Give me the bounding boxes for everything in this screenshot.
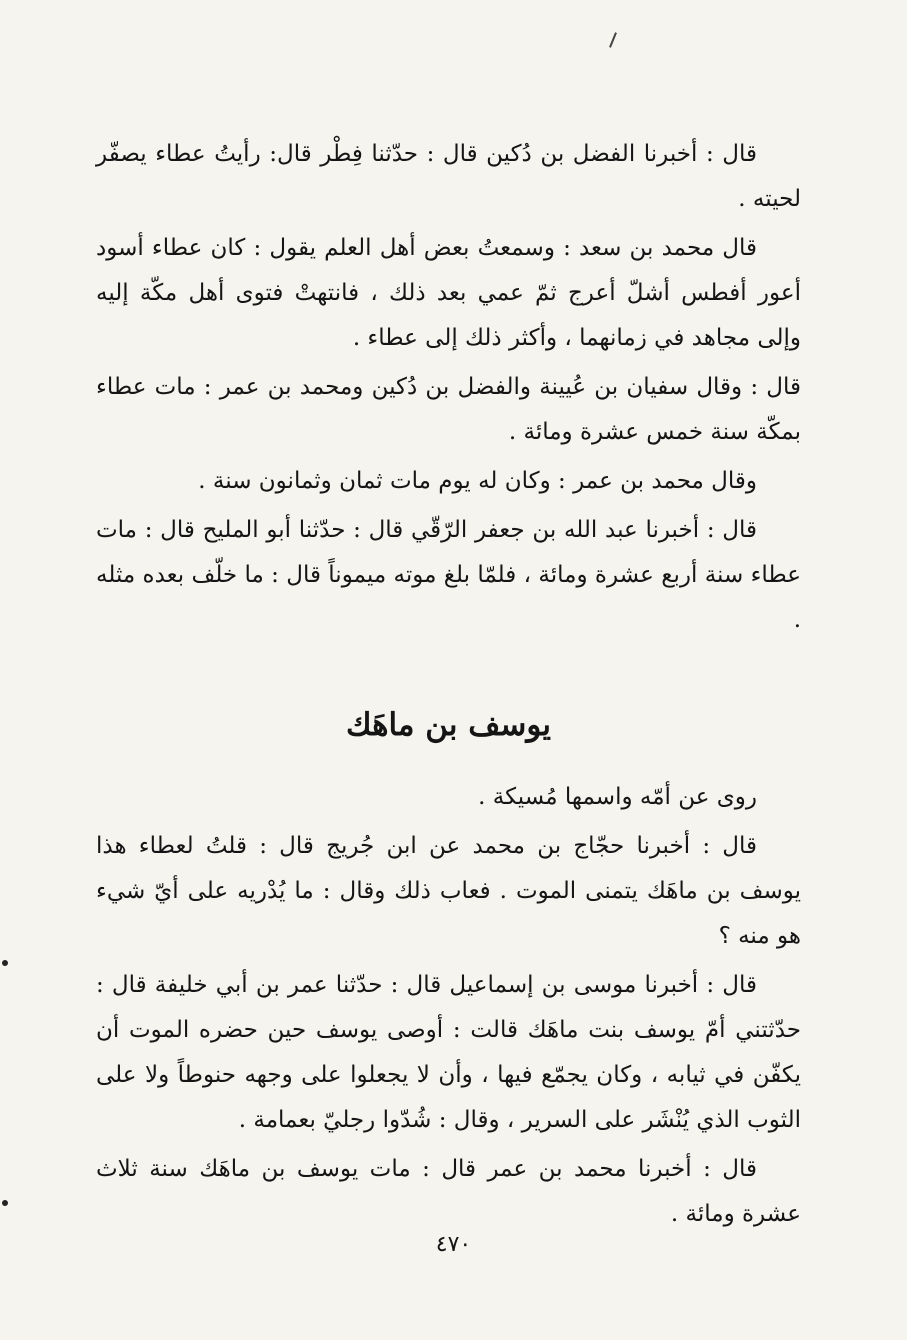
page-number: ٤٧٠ (435, 1232, 472, 1257)
paragraph: قال : أخبرنا حجّاج بن محمد عن ابن جُريج قال : قلتُ لعطاء هذا يوسف بن ماهَك يتمنى الموت . فعاب ذلك وقال : ما يُدْريه على أيّ شيء هو منه ؟ (96, 833, 801, 949)
paragraph: قال : وقال سفيان بن عُيينة والفضل بن دُكين ومحمد بن عمر : مات عطاء بمكّة سنة خمس عشرة ومائة . (96, 374, 801, 445)
paragraph: قال : أخبرنا موسى بن إسماعيل قال : حدّثنا عمر بن أبي خليفة قال : حدّثتني أمّ يوسف بنت ماهَك قالت : أوصى يوسف حين حضره الموت أن يكفّن في ثيابه ، وكان يجمّع فيها ، وأن لا يجعلوا على وجهه حنوطاً ولا على الثوب الذي يُنْشَر على السرير ، وقال : شُدّوا رجليّ بعمامة . (96, 972, 801, 1133)
section-title: يوسف بن ماهَك (345, 707, 552, 743)
paragraph: قال : أخبرنا محمد بن عمر قال : مات يوسف بن ماهَك سنة ثلاث عشرة ومائة . (96, 1156, 801, 1227)
margin-dot (2, 960, 8, 966)
paragraph: قال : أخبرنا الفضل بن دُكين قال : حدّثنا فِطْر قال: رأيتُ عطاء يصفّر لحيته . (96, 141, 801, 212)
page-body (96, 132, 801, 1241)
margin-pen-stroke (609, 32, 617, 48)
paragraph: قال : أخبرنا عبد الله بن جعفر الرّقّي قال : حدّثنا أبو المليح قال : مات عطاء سنة أربع عشرة ومائة ، فلمّا بلغ موته ميموناً قال : ما خلّف بعده مثله . (96, 517, 801, 633)
paragraph: وقال محمد بن عمر : وكان له يوم مات ثمان وثمانون سنة . (198, 468, 757, 494)
margin-dot (2, 1200, 8, 1206)
paragraph: قال محمد بن سعد : وسمعتُ بعض أهل العلم يقول : كان عطاء أسود أعور أفطس أشلّ أعرج ثمّ عمي بعد ذلك ، فانتهتْ فتوى أهل مكّة إليه وإلى مجاهد في زمانهما ، وأكثر ذلك إلى عطاء . (96, 235, 801, 351)
paragraph: روى عن أمّه واسمها مُسيكة . (478, 784, 757, 810)
